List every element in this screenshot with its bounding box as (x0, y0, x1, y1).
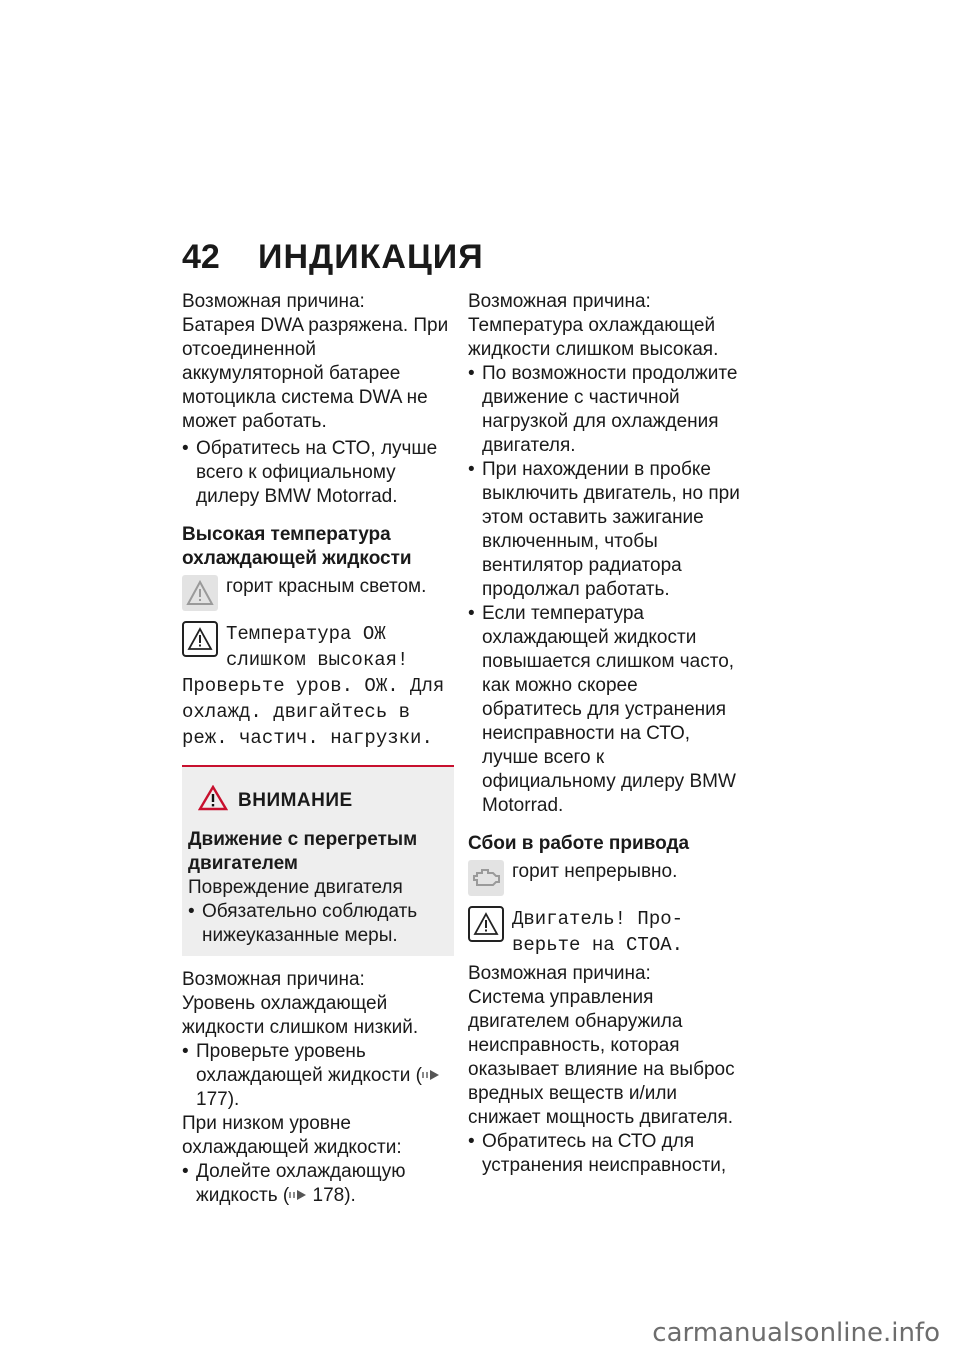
caution-icon (198, 785, 228, 816)
cause-text: Уровень охлаждающей жидкости слишком низкий. (182, 993, 419, 1038)
display-line: Температура ОЖ (226, 623, 386, 645)
cause-text: Батарея DWA разряжена. При отсоединенной аккумуляторной батарее мотоцикла система DWA не может работать. (182, 315, 449, 432)
warning-title: ВНИМАНИЕ (238, 789, 353, 811)
display-line: слишком высокая! (226, 649, 409, 671)
cause-label: Возможная причина: (468, 963, 651, 984)
indicator-text: горит непрерывно. (512, 861, 678, 882)
warning-heading: Движение с перегретым двигателем (188, 829, 418, 874)
page-header (182, 238, 484, 288)
coolant-warning-indicator (182, 575, 454, 611)
bullet-text: Долейте охлаждающую жидкость ( (196, 1161, 406, 1207)
display-line: реж. частич. нагрузки. (182, 727, 433, 749)
page-ref[interactable]: 177). (196, 1089, 240, 1111)
cause-label: Возможная причина: (182, 969, 365, 990)
display-line: Двигатель! Про- (512, 908, 684, 930)
warning-triangle-icon (182, 575, 218, 611)
page-ref-arrow-icon (289, 1184, 307, 1208)
warning-triangle-icon (182, 621, 218, 657)
indicator-text: горит красным светом. (226, 576, 427, 597)
drive-fault-heading: Сбои в работе привода (468, 833, 690, 854)
left-column (182, 290, 454, 1208)
warning-box (182, 765, 454, 956)
page-number: 42 (182, 238, 220, 276)
display-line: верьте на СТОА. (512, 934, 684, 956)
display-message (182, 621, 454, 751)
warning-triangle-icon (468, 906, 504, 942)
bullet-item: • Обратитесь на СТО для устранения неисправности, (468, 1130, 740, 1178)
display-message (468, 906, 740, 958)
low-level-text: При низком уровне охлаждающей жидкости: (182, 1113, 402, 1159)
cause-text: Температура охлаждающей жидкости слишком высокая. (468, 315, 719, 360)
cause-text: Система управления двигателем обнаружила неисправность, которая оказывает влияние на выброс вредных веществ и/или снижает мощность двигателя. (468, 987, 735, 1128)
watermark: carmanualsonline.info (652, 1318, 940, 1348)
page-ref-arrow-icon (422, 1064, 440, 1088)
bullet-item (182, 1040, 454, 1112)
display-line: Проверьте уров. ОЖ. Для (182, 675, 445, 697)
bullet-item: • При нахождении в пробке выключить двигатель, но при этом оставить зажигание включенным, чтобы вентилятор радиатора продолжал работать. (468, 458, 740, 602)
page-ref[interactable]: 178). (312, 1185, 356, 1207)
right-column (468, 290, 740, 1178)
bullet-item (182, 1160, 454, 1208)
bullet-text: Проверьте уровень охлаждающей жидкости ( (196, 1041, 422, 1087)
bullet-item: • По возможности продолжите движение с частичной нагрузкой для охлаждения двигателя. (468, 362, 740, 458)
cause-label: Возможная причина: (182, 291, 365, 312)
bullet-item: • Обязательно соблюдать нижеуказанные меры. (188, 900, 450, 948)
coolant-heading: Высокая температура охлаждающей жидкости (182, 524, 412, 569)
engine-check-icon (468, 860, 504, 896)
bullet-item: • Обратитесь на СТО, лучше всего к официальному дилеру BMW Motorrad. (182, 437, 454, 509)
display-line: охлажд. двигайтесь в (182, 701, 411, 723)
section-title: ИНДИКАЦИЯ (258, 238, 484, 276)
engine-indicator (468, 860, 740, 896)
cause-label: Возможная причина: (468, 291, 651, 312)
bullet-item: • Если температура охлаждающей жидкости повышается слишком часто, как можно скорее обратитесь для устранения неисправности на СТО, лучше всего к официальному дилеру BMW Motorrad. (468, 602, 740, 818)
warning-text: Повреждение двигателя (188, 877, 403, 898)
